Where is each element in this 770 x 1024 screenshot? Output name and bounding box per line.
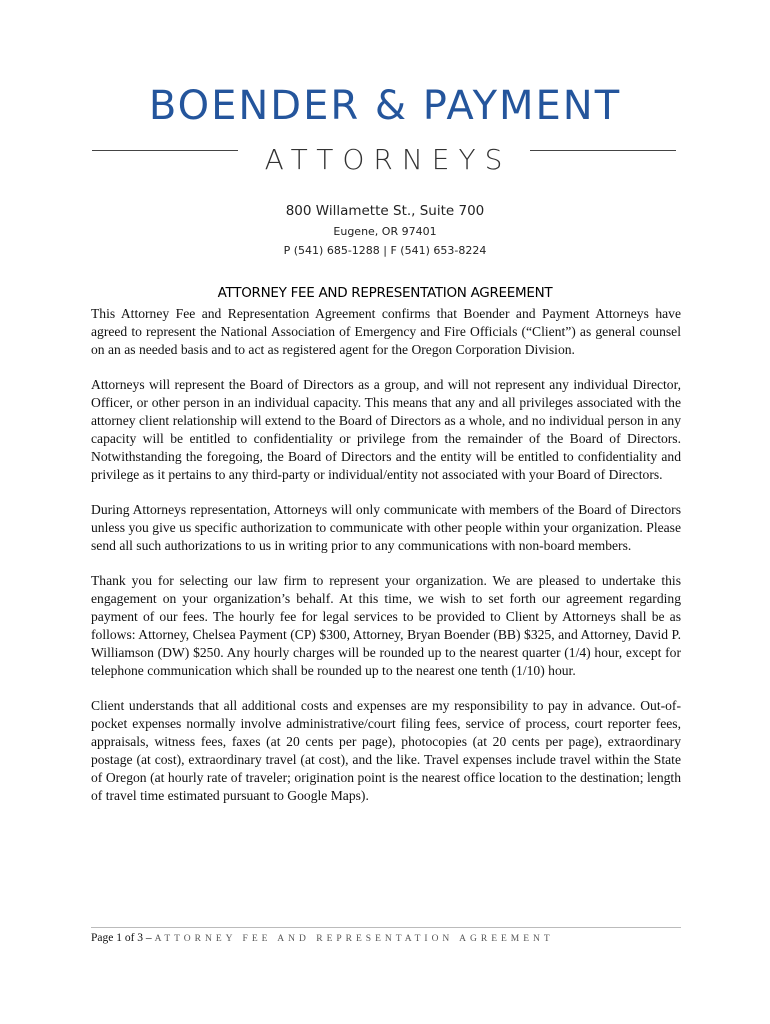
document-heading: ATTORNEY FEE AND REPRESENTATION AGREEMENT [217, 285, 553, 301]
paragraph-communication: During Attorneys representation, Attorneys will only communicate with members of the Board of Directors unless you give us specific authorization to communicate with other people within your organization. Please send all such authorizations to us in writing prior to any communications with non-board members. [91, 502, 681, 553]
page-footer [91, 932, 691, 944]
phone-fax: P (541) 685-1288 | F (541) 653-8224 [283, 244, 487, 257]
paragraph-board-representation: Attorneys will represent the Board of Directors as a group, and will not represent any individual Director, Officer, or other person in an individual capacity. This means that any and all privileges associated with the attorney client relationship will extend to the Board of Directors as a whole, and no individual person in any capacity will be entitled to confidentiality or privilege from the remainder of the Board of Directors. Notwithstanding the foregoing, the Board of Directors and the entity will be entitled to confidentiality and privilege as it pertains to any third-party or individual/entity not associated with your Board of Directors. [91, 377, 681, 482]
page-number: Page 1 of 3 – [91, 932, 155, 944]
address-line-2: Eugene, OR 97401 [333, 225, 437, 238]
paragraph-fees: Thank you for selecting our law firm to represent your organization. We are pleased to undertake this engagement on your organization’s behalf. At this time, we wish to set forth our agreement regarding payment of our fees. The hourly fee for legal services to be provided to Client by Attorneys shall be as follows: Attorney, Chelsea Payment (CP) $300, Attorney, Bryan Boender (BB) $325, and Attorney, David P. Williamson (DW) $250. Any hourly charges will be rounded up to the nearest quarter (1/4) hour, except for telephone communication which shall be rounded up to the nearest one tenth (1/10) hour. [91, 573, 681, 678]
address-line-1: 800 Willamette St., Suite 700 [285, 203, 485, 219]
footer-document-title: ATTORNEY FEE AND REPRESENTATION AGREEMENT [154, 934, 554, 944]
firm-name: BOENDER & PAYMENT [148, 83, 622, 129]
footer-divider [91, 927, 681, 928]
paragraph-costs: Client understands that all additional costs and expenses are my responsibility to pay in advance. Out-of-pocket expenses normally involve administrative/court filing fees, service of process, court reporter fees, appraisals, witness fees, faxes (at 20 cents per page), photocopies (at 20 cents per page), extraordinary postage (at cost), extraordinary travel (at cost), and the like. Travel expenses include travel within the State of Oregon (at hourly rate of traveler; origination point is the nearest office location to the destination; length of travel time estimated pursuant to Google Maps). [91, 698, 681, 803]
document-body [91, 305, 681, 822]
firm-subtitle: ATTORNEYS [264, 143, 512, 176]
paragraph-engagement: This Attorney Fee and Representation Agreement confirms that Boender and Payment Attorneys have agreed to represent the National Association of Emergency and Fire Officials (“Client”) as general counsel on an as needed basis and to act as registered agent for the Oregon Corporation Division. [91, 306, 681, 357]
